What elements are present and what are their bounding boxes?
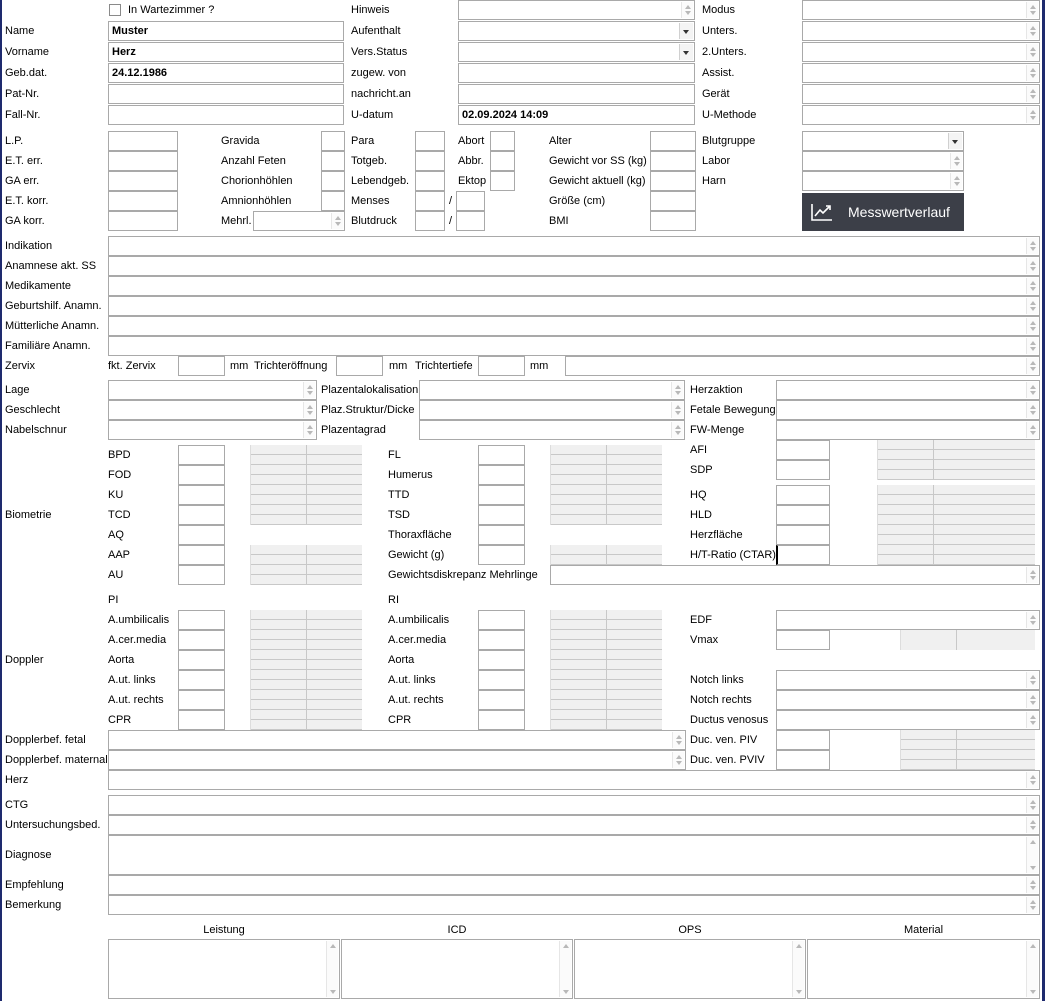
nabelschnur-field[interactable] [108,420,317,440]
blutdruck-dia-field[interactable] [456,211,485,231]
name-label: Name [5,25,35,37]
spin-arrows-icon[interactable] [1026,238,1038,254]
empfehlung-field[interactable] [108,875,1040,895]
dropdown-arrow-icon[interactable] [679,23,693,39]
tsd-field[interactable] [478,505,525,525]
icd-list[interactable] [341,939,573,999]
ga-err-label: GA err. [5,175,40,187]
spin-arrows-icon[interactable] [1026,897,1038,913]
udatum-field[interactable]: 02.09.2024 14:09 [458,105,695,125]
spin-arrows-icon[interactable] [303,382,315,398]
chorion-field[interactable] [321,171,345,191]
gewicht-g-field[interactable] [478,545,525,565]
geschlecht-label: Geschlecht [5,404,61,416]
aap-field[interactable] [178,545,225,565]
ops-list[interactable] [574,939,806,999]
material-list[interactable] [807,939,1040,999]
medikamente-field[interactable] [108,276,1040,296]
notch-links-label: Notch links [690,674,744,686]
lage-label: Lage [5,384,30,396]
chorion-label: Chorionhöhlen [221,175,293,187]
anamnese-label: Anamnese akt. SS [5,260,97,272]
ttd-label: TTD [388,489,410,501]
biometrie-grid-3 [877,440,1035,480]
spin-arrows-icon[interactable] [303,402,315,418]
thoraxflaeche-label: Thoraxfläche [388,529,452,541]
spin-arrows-icon[interactable] [1026,402,1038,418]
spin-arrows-icon[interactable] [950,153,962,169]
herz-label: Herz [5,774,29,786]
assist-field[interactable] [802,63,1040,83]
tcd-label: TCD [108,509,131,521]
spin-arrows-icon[interactable] [1026,258,1038,274]
doppler-grid-2 [550,610,662,730]
lebendgeb-field[interactable] [415,171,445,191]
amnion-label: Amnionhöhlen [221,195,292,207]
harn-label: Harn [702,175,726,187]
spin-arrows-icon[interactable] [1026,86,1038,102]
bmi-field[interactable] [650,211,696,231]
zervix-label: Zervix [5,360,35,372]
groesse-field[interactable] [650,191,696,211]
et-err-label: E.T. err. [5,155,43,167]
spin-arrows-icon[interactable] [1026,382,1038,398]
indikation-label: Indikation [5,240,53,252]
vorname-label: Vorname [5,46,50,58]
lage-field[interactable] [108,380,317,400]
au-label: AU [108,569,124,581]
doppler-grid-1 [250,610,362,730]
blutdruck-slash: / [449,215,453,227]
herzaktion-field[interactable] [776,380,1040,400]
pi-ut-links-label: A.ut. links [108,674,156,686]
unters2-label: 2.Unters. [702,46,747,58]
vmax-label: Vmax [690,634,719,646]
icd-header: ICD [447,924,467,936]
dopplerbef-maternal-field[interactable] [108,750,686,770]
untersuchungsbed-label: Untersuchungsbed. [5,819,101,831]
spin-arrows-icon[interactable] [1026,278,1038,294]
sdp-field[interactable] [776,460,830,480]
aq-label: AQ [108,529,124,541]
diagnose-label: Diagnose [5,849,52,861]
aap-label: AAP [108,549,131,561]
herz-field[interactable] [108,770,1040,790]
geraet-field[interactable] [802,84,1040,104]
menses-field-1[interactable] [415,191,445,211]
spin-arrows-icon[interactable] [1026,941,1038,997]
plazstruktur-field[interactable] [419,400,685,420]
pi-umbilicalis-label: A.umbilicalis [108,614,170,626]
untersuchungsbed-field[interactable] [108,815,1040,835]
ht-ratio-field[interactable] [776,545,830,565]
para-label: Para [351,135,375,147]
spin-arrows-icon[interactable] [1026,358,1038,374]
amnion-field[interactable] [321,191,345,211]
fl-label: FL [388,449,401,461]
spin-arrows-icon[interactable] [671,422,683,438]
dopplerbef-maternal-label: Dopplerbef. maternal [5,754,108,766]
pi-umbilicalis-field[interactable] [178,610,225,630]
alter-field[interactable] [650,131,696,151]
bemerkung-label: Bemerkung [5,899,62,911]
versstatus-select[interactable] [458,42,695,62]
ri-cermedia-field[interactable] [478,630,525,650]
abbr-label: Abbr. [458,155,484,167]
mm-unit: mm [389,360,408,372]
totgeb-label: Totgeb. [351,155,388,167]
vorname-field[interactable]: Herz [108,42,344,62]
spin-arrows-icon[interactable] [950,173,962,189]
notch-links-field[interactable] [776,670,1040,690]
fod-field[interactable] [178,465,225,485]
spin-arrows-icon[interactable] [1026,2,1038,18]
et-korr-label: E.T. korr. [5,195,49,207]
spin-arrows-icon[interactable] [1026,567,1038,583]
udatum-label: U-datum [351,109,394,121]
ga-korr-field[interactable] [108,211,178,231]
hq-field[interactable] [776,485,830,505]
spin-arrows-icon[interactable] [1026,298,1038,314]
gravida-label: Gravida [221,135,260,147]
biometrie-label: Biometrie [5,509,52,521]
mehrl-label: Mehrl. [221,215,252,227]
biometrie-grid-3b [877,485,1035,565]
aufenthalt-select[interactable] [458,21,695,41]
ttd-field[interactable] [478,485,525,505]
spin-arrows-icon[interactable] [1026,817,1038,833]
spin-arrows-icon[interactable] [1026,797,1038,813]
herzaktion-label: Herzaktion [690,384,743,396]
ductus-venosus-label: Ductus venosus [690,714,769,726]
tcd-field[interactable] [178,505,225,525]
vmax-grid [900,630,1035,650]
ctg-label: CTG [5,799,29,811]
spin-arrows-icon[interactable] [1026,107,1038,123]
fetale-bewegung-field[interactable] [776,400,1040,420]
abort-field[interactable] [490,131,515,151]
empfehlung-label: Empfehlung [5,879,64,891]
lp-label: L.P. [5,135,24,147]
bmi-label: BMI [549,215,569,227]
ri-aorta-field[interactable] [478,650,525,670]
vmax-field[interactable] [776,630,830,650]
ektop-field[interactable] [490,171,515,191]
humerus-field[interactable] [478,465,525,485]
geburtshilf-field[interactable] [108,296,1040,316]
ri-umbilicalis-label: A.umbilicalis [388,614,450,626]
fallnr-field[interactable] [108,105,344,125]
ri-ut-rechts-label: A.ut. rechts [388,694,444,706]
spin-arrows-icon[interactable] [1026,65,1038,81]
ri-umbilicalis-field[interactable] [478,610,525,630]
familiaer-label: Familiäre Anamn. [5,340,91,352]
fallnr-label: Fall-Nr. [5,109,41,121]
fw-menge-label: FW-Menge [690,424,745,436]
gewicht-akt-field[interactable] [650,171,696,191]
leistung-list[interactable] [108,939,340,999]
dopplerbef-fetal-label: Dopplerbef. fetal [5,734,86,746]
herzflaeche-field[interactable] [776,525,830,545]
spin-arrows-icon[interactable] [681,2,693,18]
blutdruck-sys-field[interactable] [415,211,445,231]
pi-cermedia-field[interactable] [178,630,225,650]
spin-arrows-icon[interactable] [303,422,315,438]
sdp-label: SDP [690,464,713,476]
fkt-zervix-label: fkt. Zervix [108,360,156,372]
nachricht-field[interactable] [458,84,695,104]
notch-rechts-label: Notch rechts [690,694,752,706]
bemerkung-field[interactable] [108,895,1040,915]
unters2-field[interactable] [802,42,1040,62]
et-err-field[interactable] [108,151,178,171]
biometrie-grid-1b [250,545,362,585]
fw-menge-field[interactable] [776,420,1040,440]
harn-field[interactable] [802,171,964,191]
doppler-label: Doppler [5,654,44,666]
ektop-label: Ektop [458,175,487,187]
alter-label: Alter [549,135,572,147]
lp-field[interactable] [108,131,178,151]
hinweis-label: Hinweis [351,4,390,16]
groesse-label: Größe (cm) [549,195,606,207]
spin-arrows-icon[interactable] [1026,877,1038,893]
zervix-note-field[interactable] [565,356,1040,376]
ductus-grid [900,730,1035,770]
messwertverlauf-button[interactable] [802,193,964,231]
gewicht-akt-label: Gewicht aktuell (kg) [549,175,646,187]
duc-ven-pviv-label: Duc. ven. PVIV [690,754,765,766]
blutdruck-label: Blutdruck [351,215,397,227]
ga-err-field[interactable] [108,171,178,191]
plazentalok-label: Plazentalokalisation [321,384,419,396]
umethode-label: U-Methode [702,109,757,121]
bpd-label: BPD [108,449,131,461]
gebdat-field[interactable]: 24.12.1986 [108,63,344,83]
pi-ut-links-field[interactable] [178,670,225,690]
spin-arrows-icon[interactable] [559,941,571,997]
menses-slash: / [449,195,453,207]
pi-cpr-label: CPR [108,714,132,726]
mehrl-field[interactable] [253,211,345,231]
menses-label: Menses [351,195,390,207]
thoraxflaeche-field[interactable] [478,525,525,545]
ctg-field[interactable] [108,795,1040,815]
pi-aorta-field[interactable] [178,650,225,670]
humerus-label: Humerus [388,469,433,481]
ri-cermedia-label: A.cer.media [388,634,447,646]
hinweis-field[interactable] [458,0,695,20]
spin-arrows-icon[interactable] [1026,23,1038,39]
duc-ven-piv-field[interactable] [776,730,830,750]
ri-header: RI [388,594,399,606]
totgeb-field[interactable] [415,151,445,171]
spin-arrows-icon[interactable] [331,213,343,229]
nabelschnur-label: Nabelschnur [5,424,67,436]
fl-field[interactable] [478,445,525,465]
plazentagrad-label: Plazentagrad [321,424,386,436]
waiting-room-label: In Wartezimmer ? [128,4,215,16]
lebendgeb-label: Lebendgeb. [351,175,410,187]
window-left-border [0,0,2,1001]
anzahl-feten-label: Anzahl Feten [221,155,286,167]
labor-label: Labor [702,155,731,167]
spin-arrows-icon[interactable] [326,941,338,997]
tsd-label: TSD [388,509,410,521]
gewichtsdiskrepanz-label: Gewichtsdiskrepanz Mehrlinge [388,569,538,581]
spin-arrows-icon[interactable] [671,402,683,418]
nachricht-label: nachricht.an [351,88,411,100]
notch-rechts-field[interactable] [776,690,1040,710]
spin-arrows-icon[interactable] [1026,712,1038,728]
gravida-field[interactable] [321,131,345,151]
ops-header: OPS [678,924,702,936]
hld-label: HLD [690,509,713,521]
medikamente-label: Medikamente [5,280,72,292]
pi-aorta-label: Aorta [108,654,135,666]
zugew-field[interactable] [458,63,695,83]
spin-arrows-icon[interactable] [1026,672,1038,688]
trichteroeffnung-label: Trichteröffnung [254,360,328,372]
dropdown-arrow-icon[interactable] [948,133,962,149]
ri-aorta-label: Aorta [388,654,415,666]
duc-ven-pviv-field[interactable] [776,750,830,770]
modus-field[interactable] [802,0,1040,20]
geraet-label: Gerät [702,88,730,100]
mm-unit: mm [230,360,249,372]
ri-cpr-label: CPR [388,714,412,726]
spin-arrows-icon[interactable] [1026,692,1038,708]
trichteroeffnung-field[interactable] [336,356,383,376]
spin-arrows-icon[interactable] [1026,612,1038,628]
ga-korr-label: GA korr. [5,215,45,227]
blutgruppe-label: Blutgruppe [702,135,756,147]
gebdat-label: Geb.dat. [5,67,48,79]
modus-label: Modus [702,4,736,16]
spin-arrows-icon[interactable] [671,382,683,398]
spin-arrows-icon[interactable] [1026,318,1038,334]
spin-arrows-icon[interactable] [1026,44,1038,60]
afi-label: AFI [690,444,708,456]
material-header: Material [903,924,944,936]
gewicht-vor-field[interactable] [650,151,696,171]
muetterlich-field[interactable] [108,316,1040,336]
muetterlich-label: Mütterliche Anamn. [5,320,100,332]
ductus-venosus-field[interactable] [776,710,1040,730]
indikation-field[interactable] [108,236,1040,256]
pi-header: PI [108,594,119,606]
ri-cpr-field[interactable] [478,710,525,730]
anzahl-feten-field[interactable] [321,151,345,171]
geburtshilf-label: Geburtshilf. Anamn. [5,300,102,312]
waiting-room-checkbox[interactable] [109,4,121,16]
anamnese-field[interactable] [108,256,1040,276]
familiaer-field[interactable] [108,336,1040,356]
para-field[interactable] [415,131,445,151]
ht-ratio-label: H/T-Ratio (CTAR) [690,549,776,561]
versstatus-label: Vers.Status [351,46,408,58]
labor-field[interactable] [802,151,964,171]
abort-label: Abort [458,135,485,147]
fkt-zervix-field[interactable] [178,356,225,376]
spin-arrows-icon[interactable] [672,752,684,768]
au-field[interactable] [178,565,225,585]
spin-arrows-icon[interactable] [792,941,804,997]
afi-field[interactable] [776,440,830,460]
dopplerbef-fetal-field[interactable] [108,730,686,750]
spin-arrows-icon[interactable] [1026,422,1038,438]
patnr-label: Pat-Nr. [5,88,40,100]
aufenthalt-label: Aufenthalt [351,25,401,37]
ri-ut-links-label: A.ut. links [388,674,436,686]
blutgruppe-select[interactable] [802,131,964,151]
gewicht-g-label: Gewicht (g) [388,549,445,561]
messwertverlauf-label: Messwertverlauf [848,204,950,220]
patnr-field[interactable] [108,84,344,104]
plazentalok-field[interactable] [419,380,685,400]
mm-unit: mm [530,360,549,372]
chart-trend-icon [811,203,833,221]
et-korr-field[interactable] [108,191,178,211]
spin-arrows-icon[interactable] [1026,338,1038,354]
bpd-field[interactable] [178,445,225,465]
plazentagrad-field[interactable] [419,420,685,440]
ku-label: KU [108,489,124,501]
geschlecht-field[interactable] [108,400,317,420]
hld-field[interactable] [776,505,830,525]
edf-label: EDF [690,614,712,626]
assist-label: Assist. [702,67,735,79]
gewichtsdiskrepanz-field[interactable] [550,565,1040,585]
hq-label: HQ [690,489,707,501]
duc-ven-piv-label: Duc. ven. PIV [690,734,758,746]
edf-field[interactable] [776,610,1040,630]
diagnose-field[interactable] [108,835,1040,875]
name-field[interactable]: Muster [108,21,344,41]
abbr-field[interactable] [490,151,515,171]
biometrie-grid-2b [550,545,662,565]
biometrie-grid-2 [550,445,662,525]
trichtertiefe-field[interactable] [478,356,525,376]
menses-field-2[interactable] [456,191,485,211]
dropdown-arrow-icon[interactable] [679,44,693,60]
unters-label: Unters. [702,25,738,37]
spin-arrows-icon[interactable] [1026,837,1038,873]
fod-label: FOD [108,469,132,481]
ri-ut-rechts-field[interactable] [478,690,525,710]
gewicht-vor-label: Gewicht vor SS (kg) [549,155,647,167]
pi-ut-rechts-field[interactable] [178,690,225,710]
zugew-label: zugew. von [351,67,407,79]
spin-arrows-icon[interactable] [1026,772,1038,788]
spin-arrows-icon[interactable] [672,732,684,748]
pi-ut-rechts-label: A.ut. rechts [108,694,164,706]
leistung-header: Leistung [203,924,245,936]
fetale-bewegung-label: Fetale Bewegung [690,404,776,416]
umethode-field[interactable] [802,105,1040,125]
biometrie-grid-1 [250,445,362,525]
pi-cermedia-label: A.cer.media [108,634,167,646]
ku-field[interactable] [178,485,225,505]
plazstruktur-label: Plaz.Struktur/Dicke [321,404,415,416]
aq-field[interactable] [178,525,225,545]
herzflaeche-label: Herzfläche [690,529,743,541]
unters-field[interactable] [802,21,1040,41]
pi-cpr-field[interactable] [178,710,225,730]
trichtertiefe-label: Trichtertiefe [415,360,473,372]
ri-ut-links-field[interactable] [478,670,525,690]
